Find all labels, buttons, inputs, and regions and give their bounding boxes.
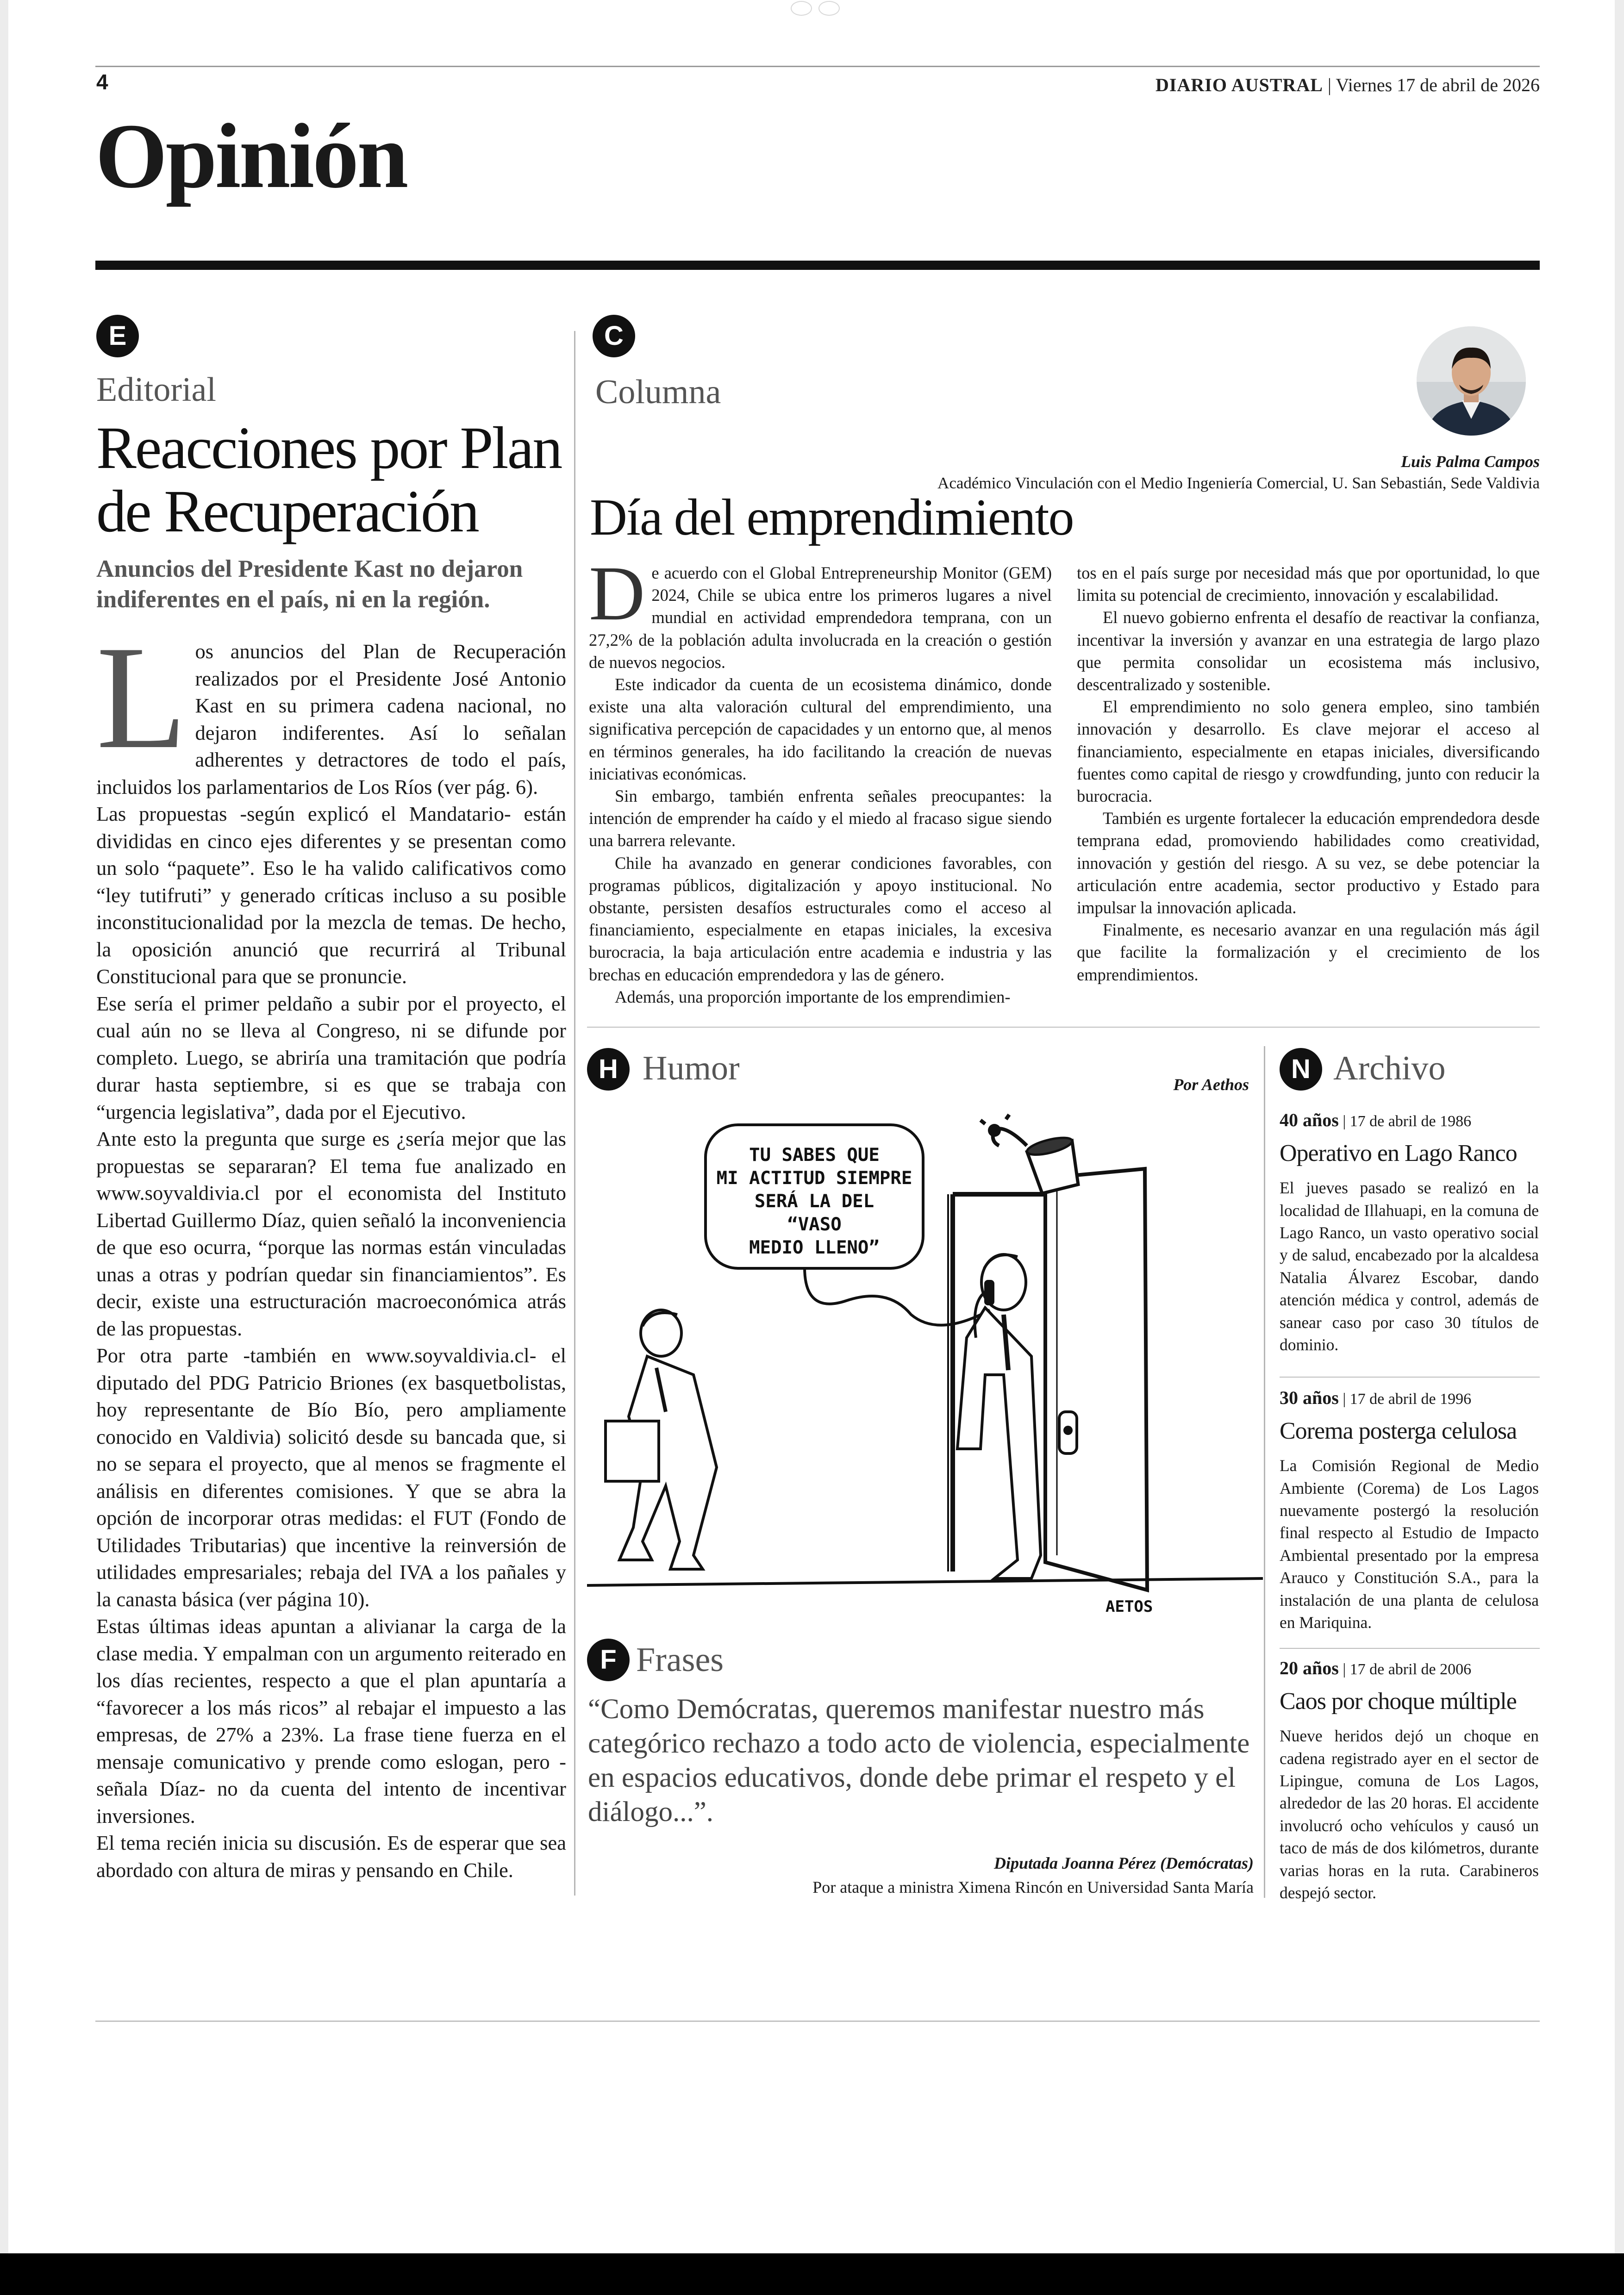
- archivo-kicker: Archivo: [1333, 1049, 1446, 1087]
- bubble-line: SERÁ LA DEL: [754, 1191, 874, 1212]
- man-on-phone: [957, 1254, 1041, 1578]
- archive-body: La Comisión Regional de Medio Ambiente (Corema) de Los Lagos nuevamente postergó la resolución final respecto al Estudio de Impacto Ambiental presentado por la empresa Arauco y Constitución S.A., para la instalación de una planta de celulosa en Mariquina.: [1280, 1456, 1539, 1632]
- archive-date-text: 17 de abril de 1986: [1349, 1113, 1472, 1130]
- editorial-dek: Anuncios del Presidente Kast no dejaron indiferentes en el país, ni en la región.: [96, 555, 523, 613]
- page-number: 4: [96, 70, 108, 94]
- editorial-paragraph: Ante esto la pregunta que surge es ¿sería mejor que las propuestas se separaran? El tema fue analizado en www.soyvaldivia.cl por el economista del Instituto Libertad Guillermo Díaz, quien señaló la inconveniencia de que eso ocurra, “porque las normas están vinculadas unas a otras y podrían quedar sin financiamientos”. Es decir, existe una estructuración macroeconómica atrás de las propuestas.: [96, 1127, 566, 1340]
- editorial-dropcap: L: [96, 616, 187, 780]
- author-name: Luis Palma Campos: [1400, 452, 1540, 471]
- column-divider: [574, 331, 575, 1896]
- editorial-paragraph: Estas últimas ideas apuntan a alivianar la carga de la clase media. Y empalman con un argumento reiterado en los días recientes, respecto a que el plan apuntaría a “favorecer a los más ricos” al rebajar el impuesto a las empresas, de 27% a 23%. La frase tiene fuerza en el mensaje comunicativo y prende como eslogan, pero -señala Díaz- no da cuenta del intento de incentivar inversiones.: [96, 1615, 566, 1827]
- editorial-paragraph: Las propuestas -según explicó el Mandatario- están divididas en cinco ejes diferentes y se presentan como un solo “paquete”. Eso le ha valido calificativos como “ley tutifruti” y generado críticas incluso a su posible inconstitucionalidad por la mezcla de temas. De hecho, la oposición anunció que recurrirá al Tribunal Constitucional para que se pronuncie.: [96, 802, 566, 988]
- archive-date: 20 años | 17 de abril de 2006: [1280, 1658, 1472, 1678]
- bubble-line: MEDIO LLENO”: [749, 1237, 880, 1258]
- walking-man: [606, 1310, 717, 1569]
- archive-body: El jueves pasado se realizó en la localidad de Illahuapi, en la comuna de Lago Ranco, un vasto operativo social y de salud, encabezado por la alcaldesa Natalia Álvarez Escobar, dando atención médica y control, además de sanear caso por caso 30 títulos de dominio.: [1280, 1179, 1539, 1354]
- cartoon-byline: Por Aethos: [1173, 1075, 1249, 1094]
- archive-divider: [1264, 1046, 1265, 1898]
- column-paragraph: El emprendimiento no solo genera empleo, sino también innovación y desarrollo. Es clave mejorar el acceso al financiamiento, especialmente en etapas iniciales, diversificando fuentes como capital de riesgo y crowdfunding, junto con reducir la burocracia.: [1077, 697, 1540, 806]
- editorial-headline: Reacciones por Plan de Recuperación: [96, 415, 562, 545]
- header-rule: [95, 66, 1540, 67]
- issue-date: Viernes 17 de abril de 2026: [1336, 75, 1540, 95]
- archive-years: 40 años: [1280, 1110, 1339, 1130]
- archive-item: [1280, 1387, 1539, 1634]
- archive-headline: Caos por choque múltiple: [1280, 1688, 1517, 1715]
- author-role: Académico Vinculación con el Medio Ingeniería Comercial, U. San Sebastián, Sede Valdivia: [937, 474, 1540, 492]
- cartoon-signature: AETOS: [1106, 1597, 1153, 1616]
- column-paragraph: Finalmente, es necesario avanzar en una regulación más ágil que facilite la formalización y el crecimiento de los emprendimientos.: [1077, 920, 1540, 984]
- archive-headline: Operativo en Lago Ranco: [1280, 1140, 1517, 1166]
- editorial-body: [96, 616, 566, 1883]
- editorial-kicker: Editorial: [96, 371, 216, 409]
- column-bottom-rule: [587, 1027, 1540, 1028]
- column-badge: C: [593, 315, 635, 357]
- archive-date: 30 años | 17 de abril de 1996: [1280, 1387, 1472, 1408]
- humor-badge: H: [587, 1048, 630, 1091]
- archive-item: [1280, 1109, 1539, 1356]
- column-headline: Día del emprendimiento: [590, 489, 1074, 546]
- cartoon: [587, 1097, 1263, 1627]
- section-bar: [95, 261, 1540, 270]
- column-text-col2: [1077, 562, 1540, 986]
- archivo-badge: N: [1280, 1048, 1322, 1091]
- editorial-paragraph: El tema recién inicia su discusión. Es de esperar que sea abordado con altura de miras y pensando en Chile.: [96, 1831, 566, 1882]
- editorial-badge: E: [96, 315, 139, 357]
- archive-date-text: 17 de abril de 2006: [1349, 1661, 1472, 1678]
- archive-date-text: 17 de abril de 1996: [1349, 1391, 1472, 1408]
- column-paragraph: Chile ha avanzado en generar condiciones favorables, con programas públicos, digitalización y apoyo institucional. No obstante, persisten desafíos estructurales como el acceso al financiamiento, especialmente en etapas iniciales, la excesiva burocracia, la baja articulación entre academia e industria y las brechas en educación emprendedora y las de género.: [589, 853, 1052, 984]
- column-paragraph: También es urgente fortalecer la educación emprendedora desde temprana edad, promoviendo habilidades como creatividad, innovación y gestión del riesgo. A su vez, se debe potenciar la articulación entre academia, sector productivo y Estado para impulsar la innovación aplicada.: [1077, 809, 1540, 917]
- archive-item: [1280, 1657, 1539, 1904]
- frases-kicker: Frases: [636, 1641, 724, 1679]
- column-paragraph: e acuerdo con el Global Entrepreneurship Monitor (GEM) 2024, Chile se ubica entre los primeros lugares a nivel mundial en actividad emprendedora temprana, con un 27,2% de la población adulta involucrada en la creación o gestión de nuevos negocios.: [589, 563, 1052, 672]
- column-paragraph: El nuevo gobierno enfrenta el desafío de reactivar la confianza, incentivar la inversión y avanzar en una estrategia de largo plazo que permita consolidar un ecosistema más inclusivo, descentralizado y sostenible.: [1077, 608, 1540, 694]
- frases-credit: Diputada Joanna Pérez (Demócratas): [994, 1854, 1254, 1872]
- column-paragraph: Además, una proporción importante de los emprendimien-: [615, 987, 1011, 1006]
- editorial-paragraph: Ese sería el primer peldaño a subir por el proyecto, el cual aún no se lleva al Congreso, ni se difunde por completo. Luego, se abriría una tramitación que podría durar hasta septiembre, si es que se trabaja con “urgencia legislativa”, dada por el Ejecutivo.: [96, 992, 566, 1123]
- archive-years: 20 años: [1280, 1658, 1339, 1678]
- archive-years: 30 años: [1280, 1387, 1339, 1408]
- next-page-button[interactable]: [818, 1, 840, 16]
- author-photo: [1417, 326, 1526, 436]
- archive-separator: [1280, 1377, 1540, 1378]
- paper-name: DIARIO AUSTRAL: [1156, 75, 1323, 95]
- humor-kicker: Humor: [643, 1049, 740, 1087]
- bubble-line: TU SABES QUE: [749, 1145, 880, 1166]
- column-kicker: Columna: [595, 373, 721, 411]
- column-paragraph: Sin embargo, también enfrenta señales preocupantes: la intención de emprender ha caído y el miedo al fracaso sigue siendo una barrera relevante.: [589, 786, 1052, 850]
- prev-page-button[interactable]: [791, 1, 812, 16]
- editorial-paragraph: Por otra parte -también en www.soyvaldivia.cl- el diputado del PDG Patricio Briones (ex basquetbolistas, hoy representante de Bío Bío, pero ampliamente conocido en Valdivia) solicitó desde su bancada que, si no se separa el proyecto, que al menos se fragmente el análisis en diferentes comisiones. Y que se abra la opción de incorporar otras medidas: el FUT (Fondo de Utilidades Tributarias) que incentive la reinversión de utilidades empresariales; rebaja del IVA a los pañales y la canasta básica (ver página 10).: [96, 1344, 566, 1611]
- speech-bubble: [706, 1125, 990, 1325]
- newspaper-page: [8, 0, 1615, 2253]
- archive-headline: Corema posterga celulosa: [1280, 1418, 1517, 1444]
- column-paragraph: Este indicador da cuenta de un ecosistema dinámico, donde existe una alta valoración cultural del emprendimiento, una significativa percepción de capacidades y un entorno que, al menos en términos generales, ha ido facilitando la creación de nuevas iniciativas económicas.: [589, 675, 1052, 783]
- footer-rule: [95, 2021, 1540, 2022]
- bubble-line: MI ACTITUD SIEMPRE: [716, 1168, 912, 1189]
- frases-badge: F: [587, 1639, 630, 1681]
- column-text-col1: [589, 550, 1052, 1008]
- viewer-bottom-bar: [0, 2253, 1624, 2295]
- archive-separator: [1280, 1648, 1540, 1649]
- archive-date: 40 años | 17 de abril de 1986: [1280, 1110, 1472, 1130]
- section-title: Opinión: [95, 105, 407, 207]
- editorial-lead: os anuncios del Plan de Recuperación realizados por el Presidente José Antonio Kast en su primera cadena nacional, no dejaron indiferentes. Así lo señalan adherentes y detractores de todo el país, incluidos los parlamentarios de Los Ríos (ver pág. 6).: [96, 640, 566, 798]
- frases-quote: “Como Demócratas, queremos manifestar nuestro más categórico rechazo a todo acto de violencia, especialmente en espacios educativos, donde debe primar el respeto y el diálogo...”.: [588, 1694, 1250, 1827]
- masthead: DIARIO AUSTRAL | Viernes 17 de abril de 2026: [1156, 75, 1540, 95]
- bubble-line: “VASO: [787, 1214, 842, 1235]
- archive-body: Nueve heridos dejó un choque en cadena registrado ayer en el sector de Lipingue, comuna de Los Lagos, alrededor de las 20 horas. El accidente involucró ocho vehículos y causó un taco de más de dos kilómetros, durante varias horas en la ruta. Carabineros despejó sector.: [1280, 1727, 1539, 1902]
- frases-context: Por ataque a ministra Ximena Rincón en Universidad Santa María: [812, 1878, 1254, 1896]
- column-dropcap: D: [589, 550, 645, 636]
- column-paragraph: tos en el país surge por necesidad más que por oportunidad, lo que limita su potencial de crecimiento, innovación y escalabilidad.: [1077, 563, 1540, 605]
